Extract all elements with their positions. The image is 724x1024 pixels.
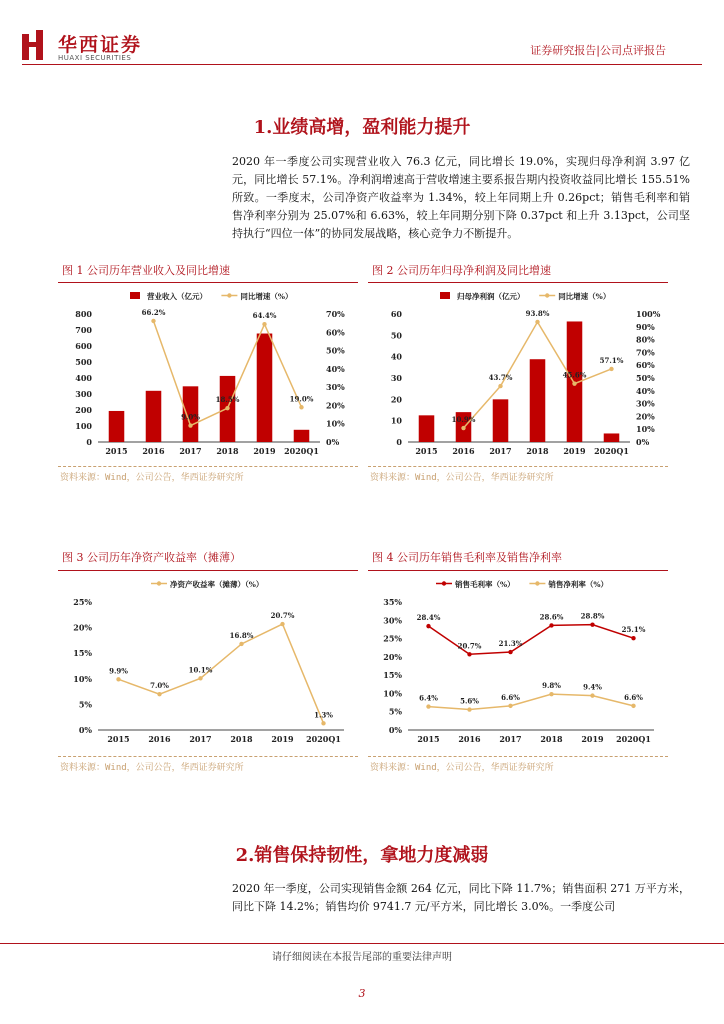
x-tick-label: 2019 [563, 446, 586, 456]
figure-3-source: 资料来源：Wind，公司公告，华西证券研究所 [60, 763, 244, 773]
data-label: 6.6% [501, 692, 520, 702]
data-label: 28.8% [580, 611, 605, 621]
data-point [590, 693, 594, 697]
figure-1-rule [58, 282, 358, 283]
data-label: 45.6% [562, 370, 587, 380]
data-point [461, 426, 465, 430]
data-point [198, 676, 202, 680]
bar [493, 399, 509, 442]
data-point [116, 677, 120, 681]
data-label: 57.1% [599, 355, 624, 365]
legend-swatch [130, 292, 140, 299]
x-tick-label: 2015 [415, 446, 438, 456]
data-label: 19.0% [289, 394, 314, 404]
y-tick-label: 500 [75, 357, 92, 367]
y-tick-label: 10% [383, 688, 402, 699]
x-tick-label: 2020Q1 [594, 446, 629, 456]
x-tick-label: 2016 [142, 446, 165, 456]
y2-tick-label: 90% [636, 321, 655, 332]
data-point [239, 642, 243, 646]
data-label: 43.7% [488, 373, 513, 383]
y2-tick-label: 0% [636, 437, 650, 447]
data-label: 28.4% [416, 613, 441, 623]
x-tick-label: 2018 [216, 446, 239, 456]
x-tick-label: 2016 [148, 734, 171, 744]
figure-2-title: 图 2 公司历年归母净利润及同比增速 [372, 264, 551, 277]
legend-label: 销售净利率（%） [548, 580, 609, 589]
figure-3-title: 图 3 公司历年净资产收益率（摊薄） [62, 551, 241, 564]
data-point [157, 692, 161, 696]
y-tick-label: 20 [390, 394, 402, 405]
y2-tick-label: 60% [636, 360, 655, 371]
y2-tick-label: 70% [636, 347, 655, 358]
figure-3-rule [58, 570, 358, 571]
x-tick-label: 2016 [452, 446, 475, 456]
data-point [498, 384, 502, 388]
footer-divider [0, 943, 724, 944]
section-2-paragraph: 2020 年一季度，公司实现销售金额 264 亿元，同比下降 11.7%；销售面积 271 万平方米，同比下降 14.2%；销售均价 9741.7 元/平方米，同比增长 3.0%。一季度公司 [232, 882, 690, 913]
legend-label: 同比增速（%） [240, 292, 293, 301]
x-tick-label: 2020Q1 [616, 734, 651, 744]
data-label: 6.6% [624, 692, 643, 702]
y2-tick-label: 40% [326, 363, 345, 374]
legend-label: 销售毛利率（%） [455, 580, 515, 589]
data-point [508, 650, 512, 654]
chart-revenue [58, 284, 358, 464]
chart-margins [368, 572, 668, 752]
figure-4-source: 资料来源：Wind，公司公告，华西证券研究所 [370, 763, 554, 773]
data-label: 66.2% [141, 307, 166, 317]
page-number: 3 [358, 987, 366, 1000]
y-tick-label: 50 [390, 330, 402, 341]
y-tick-label: 60 [390, 309, 402, 319]
y-tick-label: 25% [383, 633, 402, 644]
figure-3-source-rule [58, 756, 358, 757]
x-tick-label: 2016 [458, 734, 481, 744]
x-tick-label: 2018 [230, 734, 253, 744]
y-tick-label: 25% [73, 597, 92, 607]
data-point [508, 704, 512, 708]
section-1-title: 1.业绩高增，盈利能力提升 [253, 117, 471, 138]
x-tick-label: 2019 [581, 734, 604, 744]
data-point [299, 405, 303, 409]
y-tick-label: 35% [383, 597, 402, 607]
data-label: 20.7% [457, 641, 482, 651]
data-point [572, 381, 576, 385]
legend-label: 同比增速（%） [558, 292, 611, 301]
figure-2-source: 资料来源：Wind，公司公告，华西证券研究所 [370, 473, 554, 483]
data-label: 16.8% [229, 630, 254, 640]
section-2-title: 2.销售保持韧性，拿地力度减弱 [235, 845, 489, 866]
x-tick-label: 2018 [526, 446, 549, 456]
legend-marker [157, 581, 161, 585]
data-point [549, 692, 553, 696]
data-label: 18.5% [215, 395, 240, 405]
x-tick-label: 2017 [179, 446, 202, 456]
y-tick-label: 30 [390, 373, 402, 383]
x-tick-label: 2015 [107, 734, 130, 744]
data-label: 21.3% [498, 639, 523, 649]
y-tick-label: 700 [75, 325, 92, 335]
y-tick-label: 15% [73, 648, 92, 659]
data-label: 64.4% [252, 311, 277, 321]
y-tick-label: 800 [75, 309, 92, 319]
y-tick-label: 100 [75, 421, 92, 431]
y2-tick-label: 20% [636, 411, 655, 422]
y-tick-label: 20% [73, 622, 92, 633]
x-tick-label: 2019 [271, 734, 294, 744]
bar [146, 391, 162, 442]
data-label: 9.8% [542, 681, 561, 691]
y-tick-label: 40 [390, 351, 402, 362]
y-tick-label: 400 [75, 373, 92, 383]
bar [294, 430, 310, 442]
y-tick-label: 0% [78, 725, 92, 735]
x-tick-label: 2017 [489, 446, 512, 456]
legend-swatch [440, 292, 450, 299]
y-tick-label: 0 [86, 437, 92, 447]
data-label: 9.9% [109, 666, 128, 676]
series-line [119, 624, 324, 723]
x-tick-label: 2017 [189, 734, 212, 744]
chart-net-profit [368, 284, 668, 464]
x-tick-label: 2015 [105, 446, 128, 456]
bar [109, 411, 125, 442]
data-point [590, 622, 594, 626]
data-label: 1.3% [314, 710, 333, 720]
y2-tick-label: 0% [326, 437, 340, 447]
brand-name-cn: 华西证券 [58, 34, 143, 56]
y2-tick-label: 10% [326, 418, 345, 429]
y2-tick-label: 50% [636, 373, 655, 383]
bar [419, 415, 435, 442]
data-point [426, 624, 430, 628]
huaxi-logo-icon [22, 30, 46, 62]
y2-tick-label: 10% [636, 424, 655, 435]
footer-disclaimer: 请仔细阅读在本报告尾部的重要法律声明 [272, 952, 452, 963]
legend-label: 营业收入（亿元） [147, 292, 207, 301]
section-1-paragraph: 2020 年一季度公司实现营业收入 76.3 亿元，同比增长 19.0%，实现归母净利润 3.97 亿元，同比增长 57.1%。净利润增速高于营收增速主要系报告期内投资收益同比增长 155.51%所致。一季度末，公司净资产收益率为 1.34%，较上年同期上升 0.26pct；销售毛利率和销售净利率分别为 25.07%和 6.63%，较上年同期分别下降 0.37pct 和上升 3.13pct，公司坚持执行“四位一体”的协同发展战略，核心竞争力不断提升。 [232, 155, 690, 240]
data-point [262, 322, 266, 326]
y-tick-label: 10% [73, 673, 92, 684]
brand-name-en: HUAXI SECURITIES [58, 54, 132, 62]
data-point [549, 623, 553, 627]
x-tick-label: 2020Q1 [306, 734, 341, 744]
y-tick-label: 200 [75, 405, 92, 415]
y2-tick-label: 60% [326, 327, 345, 338]
data-point [535, 320, 539, 324]
y-tick-label: 5% [388, 706, 402, 717]
data-point [467, 652, 471, 656]
data-point [631, 704, 635, 708]
y-tick-label: 0 [396, 437, 402, 447]
data-label: 9.4% [583, 682, 602, 692]
bar [604, 433, 620, 442]
figure-4-title: 图 4 公司历年销售毛利率及销售净利率 [372, 551, 562, 564]
figure-2-source-rule [368, 466, 668, 467]
y2-tick-label: 80% [636, 334, 655, 345]
y-tick-label: 300 [75, 389, 92, 399]
data-label: 25.1% [621, 625, 646, 635]
y-tick-label: 5% [78, 699, 92, 710]
y2-tick-label: 100% [636, 309, 661, 319]
data-point [609, 367, 613, 371]
x-tick-label: 2015 [417, 734, 440, 744]
x-tick-label: 2020Q1 [284, 446, 319, 456]
y-tick-label: 0% [388, 725, 402, 735]
y-tick-label: 30% [383, 615, 402, 626]
chart-roe [58, 572, 358, 752]
legend-marker [545, 293, 549, 297]
figure-1-source: 资料来源：Wind，公司公告，华西证券研究所 [60, 473, 244, 483]
data-label: 6.4% [419, 693, 438, 703]
legend-label: 净资产收益率（摊薄）（%） [170, 580, 264, 589]
figure-1-source-rule [58, 466, 358, 467]
figure-2-rule [368, 282, 668, 283]
figure-1-title: 图 1 公司历年营业收入及同比增速 [62, 264, 230, 277]
bar [257, 334, 273, 442]
data-point [467, 707, 471, 711]
y-tick-label: 10 [390, 415, 402, 426]
data-label: 5.6% [460, 696, 479, 706]
data-point [321, 721, 325, 725]
header-divider [22, 64, 702, 65]
y2-tick-label: 40% [636, 385, 655, 396]
data-label: 7.0% [150, 681, 169, 691]
report-type: 证券研究报告|公司点评报告 [530, 44, 666, 57]
data-label: 20.7% [270, 611, 295, 621]
data-label: 93.8% [525, 308, 550, 318]
figure-4-rule [368, 570, 668, 571]
y2-tick-label: 30% [636, 398, 655, 409]
y2-tick-label: 20% [326, 400, 345, 411]
legend-marker [535, 581, 539, 585]
data-point [631, 636, 635, 640]
bar [530, 359, 546, 442]
figure-4-source-rule [368, 756, 668, 757]
data-point [151, 319, 155, 323]
data-label: 10.9% [451, 415, 476, 425]
x-tick-label: 2018 [540, 734, 563, 744]
x-tick-label: 2017 [499, 734, 522, 744]
data-point [280, 622, 284, 626]
data-point [188, 423, 192, 427]
data-label: 9.0% [181, 412, 200, 422]
data-label: 28.6% [539, 612, 564, 622]
data-point [225, 406, 229, 410]
legend-marker [442, 581, 446, 585]
y2-tick-label: 70% [326, 309, 345, 319]
y-tick-label: 600 [75, 341, 92, 351]
data-label: 10.1% [188, 665, 213, 675]
x-tick-label: 2019 [253, 446, 276, 456]
legend-marker [227, 293, 231, 297]
data-point [426, 704, 430, 708]
y2-tick-label: 30% [326, 382, 345, 393]
y-tick-label: 15% [383, 670, 402, 681]
y2-tick-label: 50% [326, 345, 345, 356]
legend-label: 归母净利润（亿元） [457, 292, 525, 301]
y-tick-label: 20% [383, 651, 402, 662]
